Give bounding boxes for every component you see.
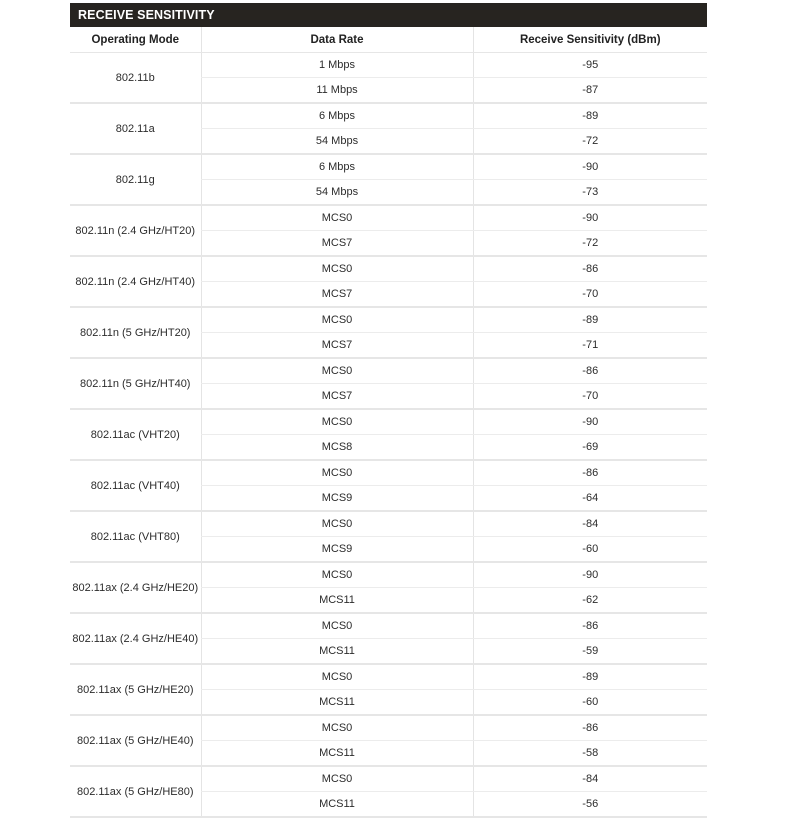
receive-sensitivity-cell: -64 <box>473 486 707 512</box>
operating-mode-cell: 802.11a <box>70 103 201 154</box>
table-row <box>70 256 707 282</box>
receive-sensitivity-cell: -73 <box>473 180 707 206</box>
operating-mode-cell: 802.11ax (5 GHz/HE40) <box>70 715 201 766</box>
section-title-banner: RECEIVE SENSITIVITY <box>70 3 707 27</box>
receive-sensitivity-cell: -90 <box>473 205 707 231</box>
data-rate-cell: 1 Mbps <box>201 53 473 78</box>
receive-sensitivity-cell: -89 <box>473 103 707 129</box>
data-rate-cell: MCS11 <box>201 588 473 614</box>
operating-mode-cell: 802.11ax (5 GHz/HE20) <box>70 664 201 715</box>
data-rate-cell: 6 Mbps <box>201 103 473 129</box>
receive-sensitivity-cell: -72 <box>473 129 707 155</box>
receive-sensitivity-cell: -87 <box>473 78 707 104</box>
receive-sensitivity-cell: -70 <box>473 384 707 410</box>
table-row <box>70 664 707 690</box>
data-rate-cell: 54 Mbps <box>201 180 473 206</box>
operating-mode-cell: 802.11g <box>70 154 201 205</box>
data-rate-cell: MCS7 <box>201 384 473 410</box>
receive-sensitivity-cell: -86 <box>473 613 707 639</box>
data-rate-cell: MCS9 <box>201 486 473 512</box>
data-rate-cell: MCS11 <box>201 792 473 818</box>
table-row <box>70 613 707 639</box>
data-rate-cell: MCS0 <box>201 307 473 333</box>
column-header-data-rate: Data Rate <box>201 27 473 53</box>
table-row <box>70 715 707 741</box>
receive-sensitivity-cell: -89 <box>473 664 707 690</box>
receive-sensitivity-cell: -95 <box>473 53 707 78</box>
operating-mode-cell: 802.11b <box>70 53 201 104</box>
table-row <box>70 205 707 231</box>
data-rate-cell: MCS0 <box>201 460 473 486</box>
receive-sensitivity-cell: -86 <box>473 460 707 486</box>
operating-mode-cell: 802.11n (5 GHz/HT20) <box>70 307 201 358</box>
data-rate-cell: MCS0 <box>201 664 473 690</box>
table-row <box>70 358 707 384</box>
receive-sensitivity-cell: -71 <box>473 333 707 359</box>
table-row <box>70 307 707 333</box>
table-header-row <box>70 27 707 53</box>
table-row <box>70 511 707 537</box>
data-rate-cell: MCS0 <box>201 409 473 435</box>
operating-mode-cell: 802.11ac (VHT20) <box>70 409 201 460</box>
data-rate-cell: MCS7 <box>201 333 473 359</box>
data-rate-cell: MCS0 <box>201 256 473 282</box>
operating-mode-cell: 802.11ax (5 GHz/HE80) <box>70 766 201 817</box>
operating-mode-cell: 802.11ac (VHT40) <box>70 460 201 511</box>
receive-sensitivity-cell: -86 <box>473 715 707 741</box>
data-rate-cell: MCS0 <box>201 511 473 537</box>
receive-sensitivity-section <box>70 3 707 818</box>
operating-mode-cell: 802.11ac (VHT80) <box>70 511 201 562</box>
receive-sensitivity-cell: -84 <box>473 511 707 537</box>
receive-sensitivity-cell: -86 <box>473 256 707 282</box>
data-rate-cell: 11 Mbps <box>201 78 473 104</box>
operating-mode-cell: 802.11n (5 GHz/HT40) <box>70 358 201 409</box>
receive-sensitivity-cell: -56 <box>473 792 707 818</box>
receive-sensitivity-cell: -59 <box>473 639 707 665</box>
receive-sensitivity-cell: -62 <box>473 588 707 614</box>
data-rate-cell: MCS8 <box>201 435 473 461</box>
operating-mode-cell: 802.11n (2.4 GHz/HT40) <box>70 256 201 307</box>
data-rate-cell: MCS0 <box>201 358 473 384</box>
receive-sensitivity-cell: -86 <box>473 358 707 384</box>
receive-sensitivity-cell: -89 <box>473 307 707 333</box>
receive-sensitivity-cell: -90 <box>473 409 707 435</box>
receive-sensitivity-cell: -69 <box>473 435 707 461</box>
table-row <box>70 103 707 129</box>
sensitivity-table <box>70 27 707 818</box>
data-rate-cell: MCS7 <box>201 282 473 308</box>
receive-sensitivity-cell: -70 <box>473 282 707 308</box>
operating-mode-cell: 802.11n (2.4 GHz/HT20) <box>70 205 201 256</box>
operating-mode-cell: 802.11ax (2.4 GHz/HE20) <box>70 562 201 613</box>
receive-sensitivity-cell: -84 <box>473 766 707 792</box>
data-rate-cell: MCS0 <box>201 205 473 231</box>
table-row <box>70 409 707 435</box>
receive-sensitivity-cell: -90 <box>473 562 707 588</box>
table-row <box>70 154 707 180</box>
column-header-receive-sensitivity: Receive Sensitivity (dBm) <box>473 27 707 53</box>
data-rate-cell: 54 Mbps <box>201 129 473 155</box>
data-rate-cell: MCS0 <box>201 613 473 639</box>
table-row <box>70 766 707 792</box>
data-rate-cell: MCS11 <box>201 741 473 767</box>
receive-sensitivity-cell: -90 <box>473 154 707 180</box>
column-header-operating-mode: Operating Mode <box>70 27 201 53</box>
receive-sensitivity-cell: -60 <box>473 537 707 563</box>
table-row <box>70 562 707 588</box>
data-rate-cell: MCS7 <box>201 231 473 257</box>
receive-sensitivity-cell: -58 <box>473 741 707 767</box>
data-rate-cell: MCS0 <box>201 715 473 741</box>
data-rate-cell: MCS9 <box>201 537 473 563</box>
table-row <box>70 53 707 78</box>
data-rate-cell: MCS11 <box>201 690 473 716</box>
operating-mode-cell: 802.11ax (2.4 GHz/HE40) <box>70 613 201 664</box>
data-rate-cell: MCS0 <box>201 562 473 588</box>
data-rate-cell: MCS0 <box>201 766 473 792</box>
receive-sensitivity-cell: -60 <box>473 690 707 716</box>
table-row <box>70 460 707 486</box>
data-rate-cell: MCS11 <box>201 639 473 665</box>
receive-sensitivity-cell: -72 <box>473 231 707 257</box>
table-body <box>70 53 707 818</box>
data-rate-cell: 6 Mbps <box>201 154 473 180</box>
